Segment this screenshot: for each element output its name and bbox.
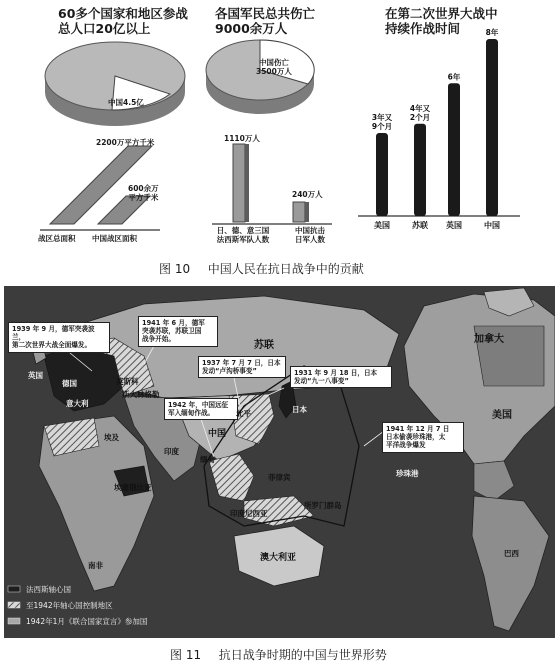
label-south-africa: 南非	[88, 561, 103, 570]
legend-swatch-occupied	[8, 602, 20, 608]
figure-11-caption	[170, 648, 387, 662]
label-india: 印度	[164, 447, 179, 456]
label-usa: 美国	[492, 410, 512, 421]
bar-0	[376, 133, 388, 216]
legend-swatch-axis	[8, 586, 20, 592]
figure-10-number: 图 10	[159, 262, 191, 276]
panel2-xlabel-1: 日、德、意三国 法西斯军队人数	[216, 226, 270, 244]
panel2-title-line1: 各国军民总共伤亡	[215, 6, 316, 21]
figure-11-number: 图 11	[170, 648, 202, 662]
label-pacific-islands: 所罗门群岛	[304, 501, 342, 510]
note-1931: 1931 年 9 月 18 日，日本 发动“九一八事变”	[290, 366, 392, 388]
label-china: 中国	[208, 429, 227, 439]
label-beiping: 北平	[236, 409, 251, 418]
note-1937: 1937 年 7 月 7 日，日本 发动“卢沟桥事变”	[198, 356, 286, 378]
label-australia: 澳大利亚	[260, 553, 297, 563]
label-soviet: 苏联	[254, 340, 274, 351]
bar2b-label: 240万人	[292, 190, 323, 199]
world-map	[4, 286, 555, 638]
bar-1	[414, 124, 426, 216]
panel2-xlabel-2: 中国抗击 日军人数	[295, 226, 325, 244]
bar-category-label-3: 中国	[484, 221, 500, 230]
label-brazil: 巴西	[504, 549, 519, 558]
label-stalingrad: 斯大林格勒	[122, 390, 160, 399]
bar-value-label-0: 3年又	[371, 113, 393, 123]
bar-china-fought-troops	[293, 202, 305, 222]
duration-bar-chart	[350, 20, 550, 240]
label-japan: 日本	[292, 405, 307, 414]
label-indonesia: 印度尼西亚	[230, 509, 268, 518]
legend-swatch-allied	[8, 618, 20, 624]
bar1-mid-label: 600余万 平方千米	[128, 184, 159, 202]
label-egypt: 埃及	[104, 433, 119, 442]
panel3-title-line2: 持续作战时间	[385, 21, 461, 36]
bar-2	[448, 83, 460, 216]
label-canada: 加拿大	[474, 334, 504, 345]
bar-3	[486, 39, 498, 216]
panel1-xlabel-2: 中国战区面积	[92, 234, 137, 243]
note-1942: 1942 年，中国远征 军入缅甸作战。	[164, 398, 238, 420]
label-moscow: 莫斯科	[116, 377, 139, 386]
legend-axis: 法西斯轴心国	[26, 585, 71, 594]
legend-allied: 1942年1月《联合国家宣言》参加国	[26, 617, 148, 626]
panel1-title	[58, 6, 208, 36]
note-1939: 1939 年 9 月，德军突袭波兰， 第二次世界大战全面爆发。	[8, 322, 110, 353]
bar-value-label-2: 6年	[447, 72, 461, 82]
label-burma: 缅甸	[200, 455, 215, 464]
figure-10-caption	[159, 262, 364, 276]
bar-category-label-2: 英国	[446, 221, 462, 230]
pie2-label: 中国伤亡 3500万人	[256, 58, 292, 76]
pie1-label: 中国4.5亿	[108, 98, 144, 107]
figure-10-title: 中国人民在抗日战争中的贡献	[207, 262, 364, 276]
legend-occupied: 至1942年轴心国控制地区	[26, 601, 113, 610]
bar-value-label-1: 4年又	[409, 103, 431, 113]
bar1-top-label: 2200万平方千米	[96, 138, 155, 147]
label-pearl-harbor: 珍珠港	[396, 469, 419, 478]
label-britain: 英国	[28, 371, 43, 380]
note-1941-december: 1941 年 12 月 7 日 日本偷袭珍珠港，太 平洋战争爆发	[382, 422, 464, 453]
label-ethiopia: 埃塞俄比亚	[114, 483, 152, 492]
bar-value-label-1: 2个月	[409, 112, 431, 122]
bar-category-label-0: 美国	[374, 221, 390, 230]
note-1941-june: 1941 年 6 月，德军 突袭苏联，苏联卫国 战争开始。	[138, 316, 218, 347]
panel2-title-line2: 9000余万人	[215, 21, 288, 36]
panel1-title-line2: 总人口20亿以上	[58, 21, 151, 36]
bar-fascist-troops	[233, 144, 245, 222]
bar2a-label: 1110万人	[224, 134, 260, 143]
panel1-xlabel-1: 战区总面积	[38, 234, 76, 243]
label-germany: 德国	[62, 379, 77, 388]
bar-value-label-3: 8年	[485, 28, 499, 38]
figure-11-title: 抗日战争时期的中国与世界形势	[218, 648, 387, 662]
label-philippines: 菲律宾	[268, 473, 291, 482]
panel3-title-line1: 在第二次世界大战中	[385, 6, 498, 21]
label-italy: 意大利	[66, 399, 89, 408]
panel1-title-line1: 60多个国家和地区参战	[58, 6, 188, 21]
panel2-title	[215, 6, 355, 36]
bar-category-label-1: 苏联	[412, 221, 428, 230]
bar-value-label-0: 9个月	[371, 122, 393, 132]
